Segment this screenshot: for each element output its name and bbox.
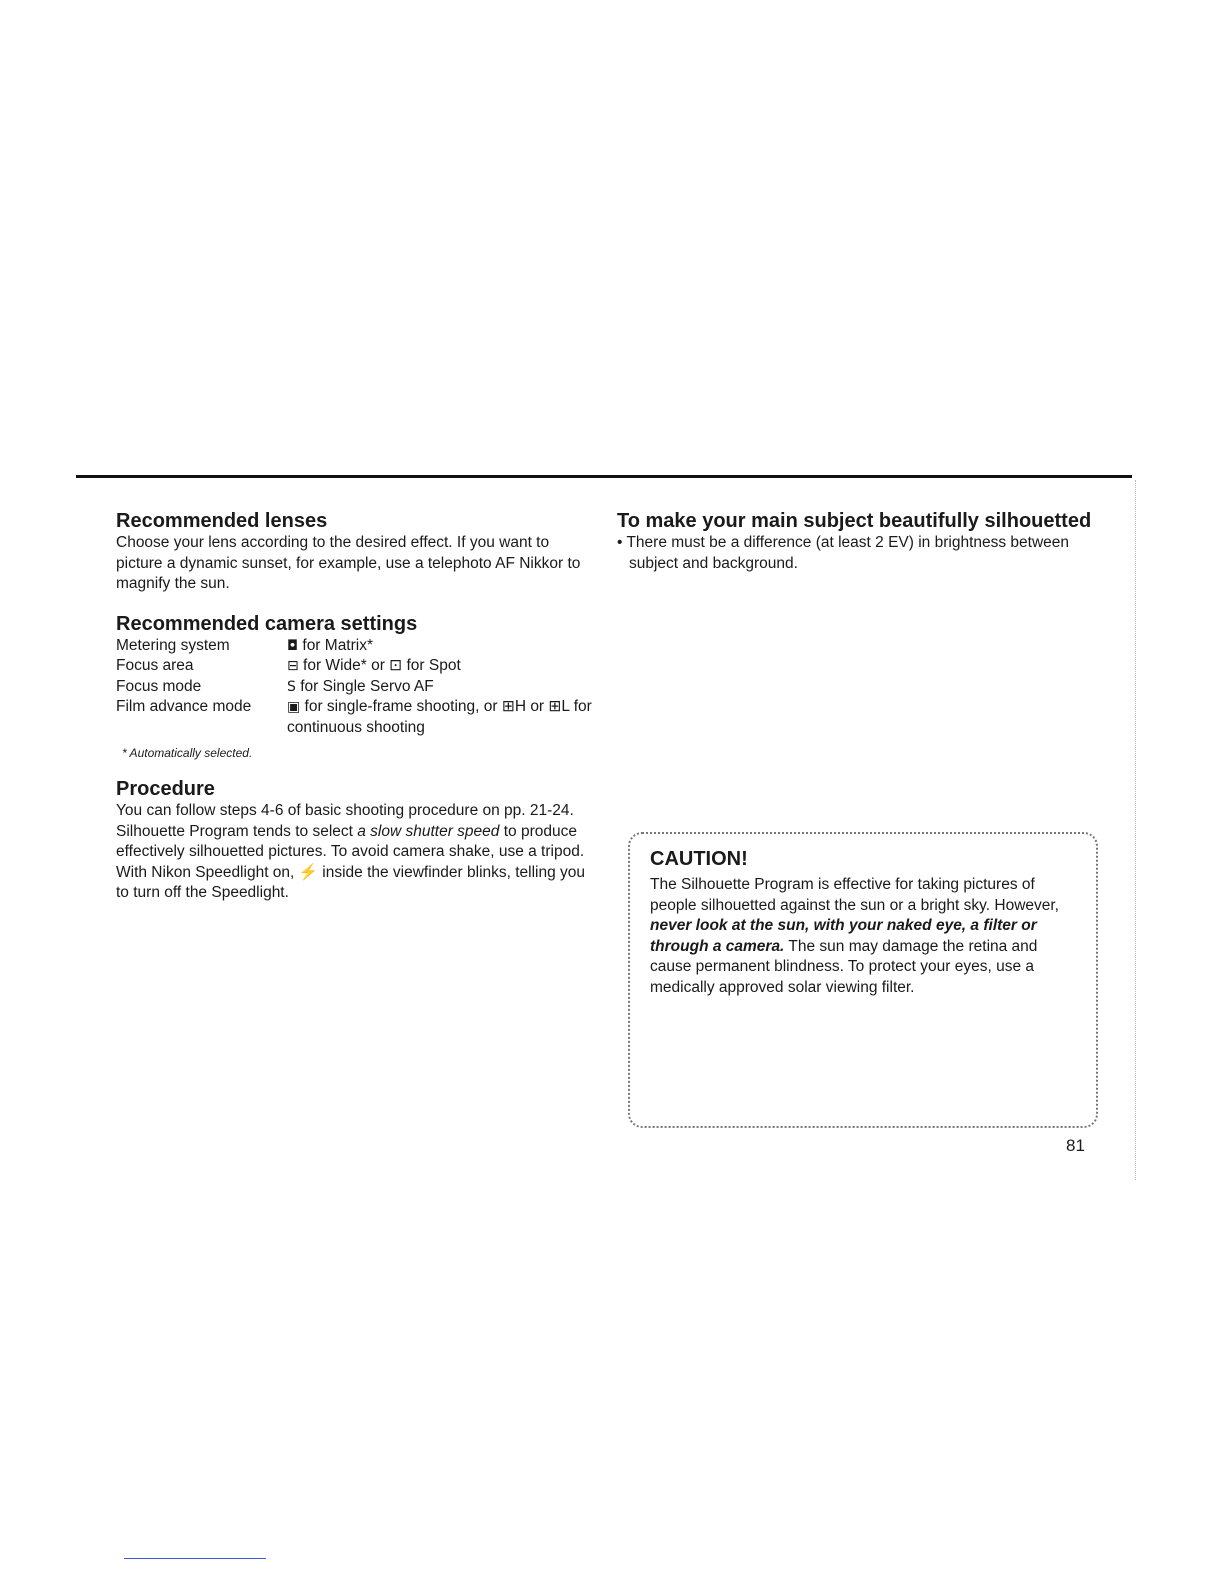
bottom-link-line: [124, 1558, 266, 1559]
silhouette-bullet: • There must be a difference (at least 2 EV) in brightness between subject and background.: [617, 534, 1070, 572]
single-frame-icon: ▣: [287, 699, 301, 715]
header-rule: [76, 475, 1132, 478]
single-servo-icon: S: [287, 678, 296, 695]
caution-text: The Silhouette Program is effective for taking pictures of people silhouetted against the sun or a bright sky. However, never look at the sun, with your naked eye, a filter or through a camera. The sun may damage the retina and cause permanent blindness. To protect your eyes, use a medically approved solar viewing filter.: [650, 876, 1059, 996]
caution-heading: CAUTION!: [650, 848, 748, 870]
settings-footnote: * Automatically selected.: [122, 746, 253, 760]
lenses-heading: Recommended lenses: [116, 510, 328, 532]
procedure-text: Silhouette Program tends to select a slow shutter speed to produce effectively silhouetted pictures. To avoid camera shake, use a tripod.: [116, 822, 585, 860]
section-silhouette: [617, 510, 1097, 574]
section-recommended-lenses: [116, 510, 596, 595]
settings-row: [116, 697, 596, 738]
wide-focus-area-icon: ⊟: [287, 658, 299, 674]
settings-label: Metering system: [116, 636, 230, 654]
procedure-text: You can follow steps 4-6 of basic shooting procedure on pp. 21-24.: [116, 802, 574, 819]
section-camera-settings: [116, 613, 596, 761]
settings-value: for single-frame shooting, or ⊞H or ⊞L for continuous shooting: [287, 698, 592, 736]
settings-value: for Matrix*: [298, 636, 374, 654]
settings-row: [116, 677, 596, 698]
settings-label: Film advance mode: [116, 698, 252, 715]
matrix-metering-icon: ◘: [287, 637, 299, 654]
left-column: [116, 510, 596, 922]
settings-row: [116, 656, 596, 677]
section-procedure: [116, 778, 596, 904]
settings-value: for Wide* or ⊡ for Spot: [298, 657, 461, 674]
caution-box: [628, 832, 1098, 1128]
margin-dots: [1135, 480, 1137, 1180]
right-column: [617, 510, 1097, 592]
lenses-text: Choose your lens according to the desired effect. If you want to picture a dynamic sunset, for example, use a telephoto AF Nikkor to magnify the sun.: [116, 534, 581, 592]
settings-row: [116, 636, 596, 657]
settings-table: [116, 636, 596, 739]
page-number: 81: [1066, 1136, 1085, 1155]
settings-value: for Single Servo AF: [295, 677, 434, 695]
settings-label: Focus area: [116, 657, 194, 674]
settings-label: Focus mode: [116, 677, 202, 695]
procedure-text: With Nikon Speedlight on, ⚡ inside the viewfinder blinks, telling you to turn off the Speedlight.: [116, 863, 586, 901]
settings-heading: Recommended camera settings: [116, 612, 418, 635]
procedure-heading: Procedure: [116, 778, 215, 800]
silhouette-heading: To make your main subject beautifully silhouetted: [617, 510, 1092, 532]
